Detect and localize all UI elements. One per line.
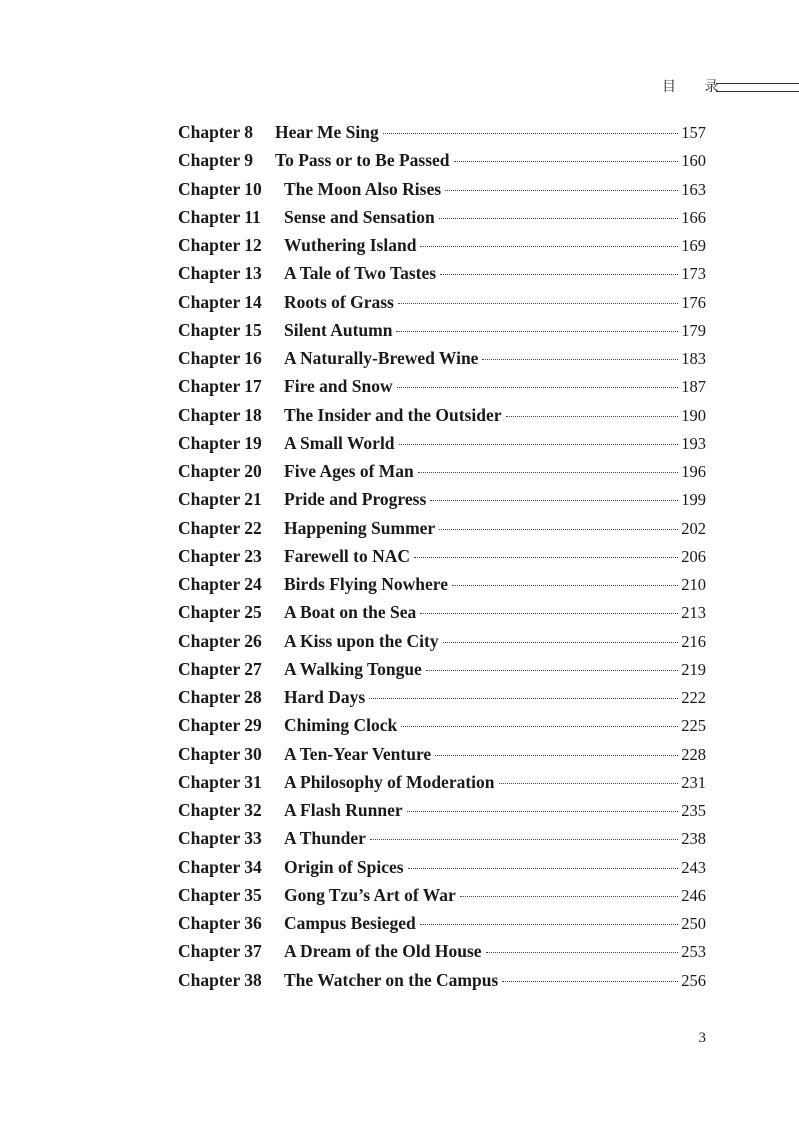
dot-leader	[399, 443, 679, 445]
toc-chapter-title: Hear Me Sing	[275, 122, 379, 142]
toc-chapter-title: Sense and Sensation	[284, 206, 435, 227]
toc-page-number: 160	[681, 151, 706, 171]
toc-page-number: 179	[681, 320, 706, 340]
toc-chapter-number: Chapter 14	[178, 291, 262, 312]
dot-leader	[397, 386, 679, 388]
dot-leader	[439, 528, 678, 530]
toc-entry[interactable]	[178, 824, 706, 852]
toc-chapter-number: Chapter 22	[178, 517, 262, 538]
toc-chapter-title: Wuthering Island	[284, 235, 417, 255]
toc-page-number: 213	[681, 603, 706, 623]
toc-chapter-title: Chiming Clock	[284, 715, 398, 736]
toc-chapter-title: A Ten-Year Venture	[284, 743, 432, 764]
toc-chapter-title: A Thunder	[284, 828, 366, 849]
dot-leader	[443, 641, 679, 643]
toc-chapter-title: The Moon Also Rises	[284, 178, 442, 199]
toc-chapter-number: Chapter 29	[178, 715, 262, 736]
toc-chapter-title: Campus Besieged	[284, 913, 416, 933]
toc-chapter-title: Happening Summer	[284, 517, 436, 538]
toc-chapter-number: Chapter 36	[178, 913, 262, 933]
toc-chapter-title: Silent Autumn	[284, 319, 393, 340]
toc-chapter-title: Gong Tzu’s Art of War	[284, 884, 456, 905]
toc-chapter-number: Chapter 11	[178, 206, 261, 227]
toc-entry[interactable]	[178, 542, 706, 570]
page-number: 3	[698, 1030, 706, 1046]
toc-chapter-title: A Boat on the Sea	[284, 602, 417, 623]
toc-entry[interactable]	[178, 429, 706, 457]
toc-chapter-number: Chapter 35	[178, 884, 262, 905]
toc-chapter-number: Chapter 21	[178, 489, 262, 510]
running-head	[640, 78, 799, 98]
toc-chapter-title: Fire and Snow	[284, 376, 393, 397]
toc-entry[interactable]	[178, 598, 706, 626]
toc-page-number: 169	[681, 236, 706, 255]
toc-page-number: 173	[681, 264, 706, 284]
toc-chapter-title: The Insider and the Outsider	[284, 404, 502, 425]
toc-entry[interactable]	[178, 881, 706, 909]
dot-leader	[454, 160, 679, 162]
dot-leader	[440, 273, 678, 275]
toc-chapter-number: Chapter 38	[178, 969, 262, 990]
toc-entry[interactable]	[178, 344, 706, 372]
toc-page-number: 157	[681, 123, 706, 142]
toc-page-number: 246	[681, 885, 706, 905]
toc-chapter-number: Chapter 30	[178, 743, 262, 764]
toc-page-number: 183	[681, 349, 706, 368]
toc-chapter-number: Chapter 31	[178, 771, 262, 792]
toc-chapter-number: Chapter 33	[178, 828, 262, 849]
dot-leader	[407, 810, 679, 812]
table-of-contents	[178, 118, 706, 994]
toc-entry[interactable]	[178, 118, 706, 146]
toc-entry[interactable]	[178, 570, 706, 598]
dot-leader	[506, 415, 679, 417]
toc-page-number: 166	[681, 207, 706, 227]
toc-chapter-number: Chapter 18	[178, 404, 262, 425]
toc-entry[interactable]	[178, 514, 706, 542]
dot-leader	[396, 330, 678, 332]
toc-chapter-number: Chapter 13	[178, 263, 262, 284]
toc-page-number: 253	[681, 942, 706, 962]
dot-leader	[408, 867, 679, 869]
toc-chapter-title: Farewell to NAC	[284, 545, 411, 566]
toc-page-number: 256	[681, 970, 706, 990]
toc-page-number: 187	[681, 377, 706, 397]
toc-chapter-title: A Kiss upon the City	[284, 630, 439, 651]
dot-leader	[430, 499, 678, 501]
dot-leader	[401, 725, 678, 727]
dot-leader	[486, 951, 679, 953]
toc-chapter-title: Origin of Spices	[284, 856, 404, 877]
toc-entry[interactable]	[178, 711, 706, 739]
toc-chapter-number: Chapter 28	[178, 687, 262, 707]
toc-entry[interactable]	[178, 316, 706, 344]
toc-chapter-number: Chapter 15	[178, 319, 262, 340]
toc-entry[interactable]	[178, 175, 706, 203]
toc-page-number: 243	[681, 857, 706, 877]
toc-chapter-title: A Tale of Two Tastes	[284, 263, 437, 284]
toc-page-number: 250	[681, 914, 706, 933]
toc-entry[interactable]	[178, 796, 706, 824]
toc-entry[interactable]	[178, 740, 706, 768]
toc-page-number: 225	[681, 716, 706, 736]
dot-leader	[502, 980, 678, 982]
dot-leader	[420, 245, 678, 247]
toc-chapter-number: Chapter 16	[178, 348, 262, 368]
toc-entry[interactable]	[178, 683, 706, 711]
toc-chapter-number: Chapter 20	[178, 461, 262, 481]
toc-entry[interactable]	[178, 655, 706, 683]
toc-chapter-number: Chapter 12	[178, 235, 262, 255]
toc-entry[interactable]	[178, 203, 706, 231]
dot-leader	[460, 895, 678, 897]
toc-chapter-title: Five Ages of Man	[284, 461, 414, 481]
toc-entry[interactable]	[178, 401, 706, 429]
toc-page-number: 228	[681, 744, 706, 764]
toc-page-number: 238	[681, 829, 706, 849]
dot-leader	[418, 471, 678, 473]
toc-chapter-title: A Naturally-Brewed Wine	[284, 348, 479, 368]
toc-entry[interactable]	[178, 853, 706, 881]
toc-entry[interactable]	[178, 485, 706, 513]
toc-chapter-number: Chapter 9	[178, 150, 254, 171]
toc-entry[interactable]	[178, 909, 706, 937]
toc-page-number: 210	[681, 575, 706, 594]
toc-chapter-title: A Walking Tongue	[284, 658, 422, 679]
dot-leader	[414, 556, 678, 558]
toc-entry[interactable]	[178, 288, 706, 316]
toc-page-number: 176	[681, 292, 706, 312]
toc-chapter-number: Chapter 24	[178, 574, 262, 594]
running-head-title: 目 录	[662, 79, 731, 95]
toc-page-number: 216	[681, 631, 706, 651]
dot-leader	[435, 754, 678, 756]
dot-leader	[426, 669, 678, 671]
toc-chapter-title: A Small World	[284, 432, 395, 453]
toc-chapter-number: Chapter 17	[178, 376, 262, 397]
toc-chapter-title: Roots of Grass	[284, 291, 394, 312]
toc-entry[interactable]	[178, 937, 706, 965]
toc-chapter-number: Chapter 8	[178, 122, 254, 142]
toc-page-number: 206	[681, 546, 706, 566]
toc-page-number: 190	[681, 405, 706, 425]
dot-leader	[420, 612, 678, 614]
toc-entry[interactable]	[178, 146, 706, 174]
dot-leader	[499, 782, 679, 784]
toc-chapter-number: Chapter 10	[178, 178, 262, 199]
toc-chapter-title: To Pass or to Be Passed	[275, 150, 450, 171]
dot-leader	[398, 302, 678, 304]
dot-leader	[369, 697, 678, 699]
toc-chapter-title: A Dream of the Old House	[284, 941, 482, 962]
toc-entry[interactable]	[178, 231, 706, 259]
toc-page-number: 219	[681, 659, 706, 679]
toc-chapter-title: A Philosophy of Moderation	[284, 771, 495, 792]
toc-entry[interactable]	[178, 627, 706, 655]
toc-chapter-title: A Flash Runner	[284, 800, 403, 820]
toc-page-number: 222	[681, 688, 706, 707]
toc-chapter-title: Hard Days	[284, 687, 366, 707]
toc-entry[interactable]	[178, 966, 706, 994]
dot-leader	[445, 189, 678, 191]
dot-leader	[383, 132, 679, 134]
toc-chapter-number: Chapter 25	[178, 602, 262, 623]
toc-chapter-title: The Watcher on the Campus	[284, 969, 499, 990]
dot-leader	[420, 923, 679, 925]
toc-chapter-number: Chapter 32	[178, 800, 262, 820]
toc-entry[interactable]	[178, 768, 706, 796]
toc-chapter-number: Chapter 23	[178, 545, 262, 566]
toc-page-number: 231	[681, 772, 706, 792]
toc-chapter-number: Chapter 37	[178, 941, 262, 962]
running-head-rule	[716, 83, 799, 92]
toc-page-number: 199	[681, 490, 706, 510]
toc-page-number: 196	[681, 462, 706, 481]
toc-chapter-title: Birds Flying Nowhere	[284, 574, 448, 594]
toc-chapter-number: Chapter 27	[178, 658, 262, 679]
toc-entry[interactable]	[178, 259, 706, 287]
toc-chapter-title: Pride and Progress	[284, 489, 427, 510]
dot-leader	[452, 584, 678, 586]
toc-chapter-number: Chapter 19	[178, 432, 262, 453]
toc-page-number: 202	[681, 518, 706, 538]
toc-entry[interactable]	[178, 372, 706, 400]
dot-leader	[482, 358, 678, 360]
dot-leader	[439, 217, 679, 219]
toc-chapter-number: Chapter 34	[178, 856, 262, 877]
toc-chapter-number: Chapter 26	[178, 630, 262, 651]
dot-leader	[370, 838, 678, 840]
toc-page-number: 235	[681, 801, 706, 820]
toc-page-number: 193	[681, 433, 706, 453]
toc-entry[interactable]	[178, 457, 706, 485]
toc-page-number: 163	[681, 179, 706, 199]
